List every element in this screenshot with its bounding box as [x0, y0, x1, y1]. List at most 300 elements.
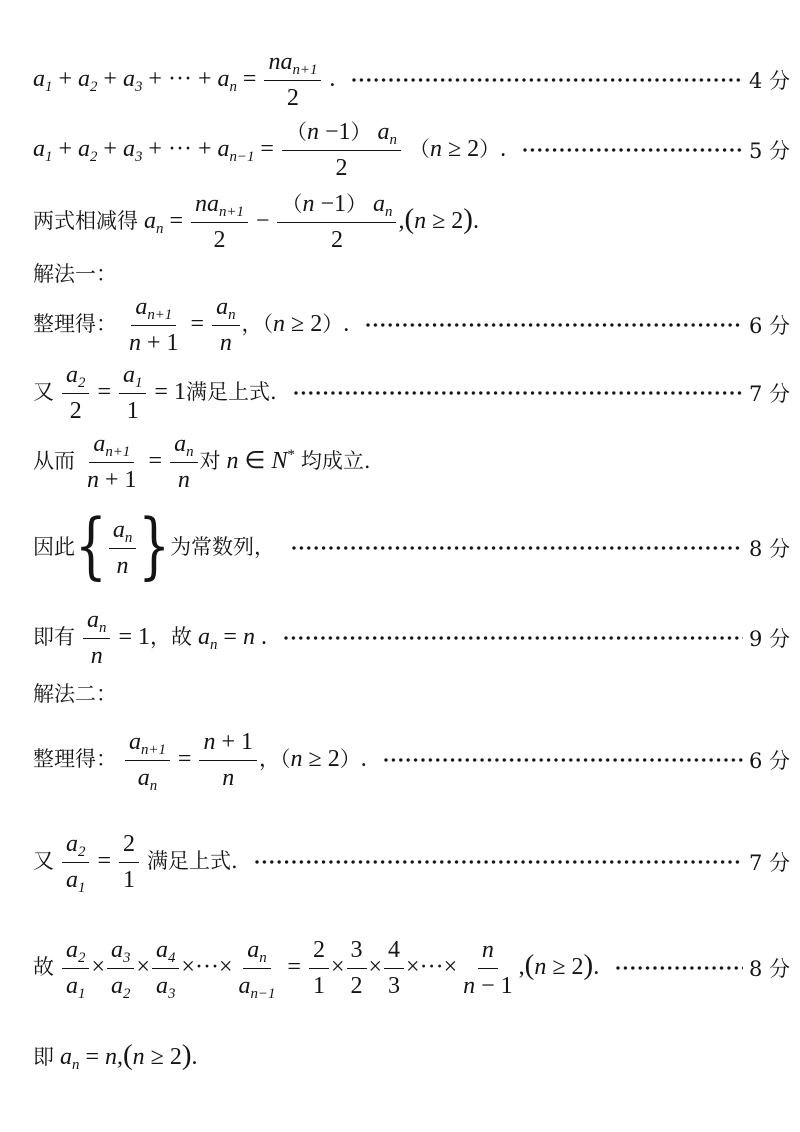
- fraction: [264, 48, 321, 113]
- variable: n: [242, 623, 255, 650]
- period: .: [360, 745, 367, 772]
- denominator: 2: [213, 226, 226, 253]
- equals-sign: =: [154, 378, 168, 405]
- close-paren: ): [463, 202, 473, 235]
- term: [377, 118, 397, 148]
- period: .: [191, 1043, 198, 1070]
- fraction: [83, 430, 141, 495]
- constant: 1: [166, 329, 179, 356]
- times-sign: ×: [443, 953, 458, 980]
- constant: 1: [500, 972, 513, 999]
- bound: 2: [327, 745, 340, 772]
- numerator: [89, 430, 134, 463]
- statement-text: 为常数列，: [170, 534, 276, 559]
- denominator: 2: [335, 154, 348, 181]
- denominator: 2: [286, 84, 299, 111]
- bound: 2: [571, 953, 584, 980]
- equation: [33, 48, 335, 113]
- close-paren: ）: [346, 191, 367, 216]
- ellipsis: ···: [419, 953, 444, 980]
- fraction: [384, 936, 404, 1001]
- period: .: [260, 623, 267, 650]
- comma: ，: [241, 311, 263, 336]
- fraction: [107, 936, 134, 1001]
- term-base: a: [217, 135, 230, 162]
- constant: 1: [124, 466, 137, 493]
- equation: [33, 936, 599, 1001]
- score-label: 5 分: [748, 139, 790, 163]
- den-subscript: n: [149, 777, 158, 794]
- numerator: [264, 48, 321, 81]
- line-label: 因此: [33, 534, 75, 559]
- num-subscript: n+1: [292, 61, 318, 78]
- num-subscript: n: [124, 529, 133, 546]
- num-subscript: n: [259, 949, 267, 966]
- denominator: [459, 969, 517, 1001]
- dot-leader: [293, 390, 743, 396]
- plus-sign: +: [148, 65, 162, 92]
- equation: [33, 118, 506, 183]
- times-sign: ×: [368, 953, 383, 980]
- line-11-rearranged-ratio: [33, 715, 790, 805]
- num-subscript: 3: [122, 949, 131, 966]
- num-base: a: [110, 936, 123, 963]
- close-paren: ): [181, 1038, 192, 1071]
- num-base: a: [87, 606, 99, 633]
- bound: 2: [451, 207, 464, 234]
- section-heading: 解法二：: [33, 682, 117, 706]
- numerator: [282, 118, 401, 151]
- numerator: [243, 936, 270, 969]
- dot-leader: [351, 77, 743, 83]
- connector-text: 对: [199, 448, 221, 473]
- line-label: 即: [33, 1044, 54, 1069]
- numerator: [62, 936, 89, 969]
- term-subscript: 3: [134, 78, 143, 95]
- equals-sign: =: [97, 378, 111, 405]
- line-label: 整理得：: [33, 746, 117, 771]
- plus-sign: +: [58, 135, 72, 162]
- element-of-sign: ∈: [244, 447, 266, 474]
- term-subscript: 2: [89, 78, 98, 95]
- close-paren: ): [583, 948, 594, 981]
- num-base: a: [66, 830, 78, 857]
- fraction: [309, 936, 329, 1001]
- den-subscript: 2: [122, 985, 131, 1002]
- open-paren: （: [280, 746, 291, 771]
- den-subscript: n−1: [250, 985, 276, 1002]
- numerator: 2: [309, 936, 329, 969]
- natural-numbers-set: [271, 448, 294, 474]
- numerator: [125, 728, 170, 761]
- variable: n: [302, 190, 315, 217]
- dot-leader: [283, 635, 743, 641]
- term-subscript: n: [209, 636, 218, 653]
- variable: n: [273, 310, 286, 337]
- equation: [33, 430, 371, 495]
- line-8-constant-sequence: [33, 503, 790, 593]
- num-base: a: [122, 361, 135, 388]
- den-base: a: [238, 972, 251, 999]
- term-base: a: [77, 135, 90, 162]
- close-paren: ）: [479, 136, 501, 161]
- dot-leader: [291, 545, 743, 551]
- numerator: 3: [347, 936, 367, 969]
- open-paren: (: [404, 202, 415, 235]
- comma: ,: [398, 207, 405, 234]
- score-label: 4 分: [748, 69, 790, 93]
- geq-sign: ≥: [291, 310, 305, 337]
- term: [217, 65, 237, 95]
- numerator: [83, 606, 110, 639]
- term: [373, 190, 393, 220]
- term-subscript: 2: [89, 148, 98, 165]
- section-heading: 解法一：: [33, 262, 117, 286]
- minus-sign: −: [255, 207, 270, 234]
- condition: [116, 1038, 192, 1071]
- denominator: 3: [388, 972, 401, 999]
- constant: 1: [338, 118, 351, 145]
- condition: [518, 948, 594, 981]
- comma: ,: [518, 953, 525, 980]
- num-subscript: n: [99, 619, 107, 636]
- ellipsis: ···: [167, 135, 192, 162]
- score-label: 9 分: [748, 627, 790, 651]
- statement-text: 均成立.: [300, 448, 371, 473]
- score-label: 7 分: [748, 851, 790, 875]
- term-subscript: 1: [45, 78, 53, 95]
- equals-sign: =: [260, 135, 274, 162]
- open-paren: （: [281, 191, 303, 216]
- term-base: a: [77, 65, 90, 92]
- open-paren: （: [285, 119, 307, 144]
- dot-leader: [254, 859, 743, 865]
- fraction: [199, 728, 257, 793]
- equals-sign: =: [177, 745, 192, 772]
- period: .: [343, 310, 350, 337]
- geq-sign: ≥: [552, 953, 566, 980]
- plus-sign: +: [147, 329, 161, 356]
- numerator: [107, 936, 134, 969]
- period: .: [500, 135, 507, 162]
- variable: n: [429, 135, 442, 162]
- fraction: [459, 936, 517, 1001]
- score-label: 7 分: [748, 382, 790, 406]
- numerator: [212, 293, 239, 326]
- term: [122, 65, 143, 95]
- variable: n: [463, 972, 476, 999]
- score-label: 8 分: [748, 537, 790, 561]
- equation: [33, 1038, 198, 1073]
- comma: ,: [116, 1043, 123, 1070]
- variable: n: [104, 1043, 117, 1070]
- term-base: a: [377, 118, 390, 145]
- denominator: [83, 463, 141, 495]
- term-base: a: [144, 207, 156, 234]
- close-paren: ）: [339, 746, 361, 771]
- denominator: [107, 969, 134, 1001]
- num-subscript: n+1: [105, 443, 131, 460]
- dot-leader: [522, 147, 743, 153]
- plus-sign: +: [197, 135, 212, 162]
- den-base: a: [155, 972, 168, 999]
- score-label: 6 分: [748, 314, 790, 338]
- equation: [33, 503, 276, 588]
- denominator: n: [219, 329, 232, 356]
- geq-sign: ≥: [308, 745, 322, 772]
- plus-sign: +: [103, 135, 117, 162]
- score-label: 6 分: [748, 749, 790, 773]
- comma: ，: [259, 746, 281, 771]
- numerator: 2: [119, 830, 139, 863]
- num-base: a: [135, 293, 148, 320]
- term-subscript: n: [389, 131, 397, 148]
- term-base: a: [33, 135, 45, 162]
- variable: n: [129, 329, 141, 356]
- times-sign: ×: [91, 953, 105, 980]
- denominator: [134, 761, 161, 793]
- fraction: [62, 936, 89, 1001]
- numerator: [119, 361, 146, 394]
- fraction: [347, 936, 367, 1001]
- equals-sign: =: [118, 623, 132, 650]
- num-base: a: [129, 728, 141, 755]
- numerator: n: [478, 936, 498, 969]
- num-subscript: n+1: [218, 203, 244, 220]
- num-subscript: n+1: [147, 306, 173, 323]
- denominator: [152, 969, 179, 1001]
- bound: 2: [310, 310, 323, 337]
- num-base: a: [93, 430, 106, 457]
- geq-sign: ≥: [447, 135, 462, 162]
- right-brace: }: [138, 503, 171, 588]
- numerator: [277, 190, 396, 223]
- den-subscript: 1: [78, 879, 86, 896]
- den-base: a: [137, 764, 150, 791]
- denominator: 2: [350, 972, 363, 999]
- statement-text: 满足上式.: [146, 848, 238, 873]
- fraction: [119, 830, 139, 895]
- term: [33, 135, 53, 165]
- line-7-holds-for-all: [33, 417, 790, 507]
- value: 1: [173, 378, 186, 405]
- line-label: 即有: [33, 624, 75, 649]
- times-sign: ×: [181, 953, 195, 980]
- minus-sign: −: [324, 118, 339, 145]
- term: [33, 65, 53, 95]
- den-subscript: 1: [78, 985, 86, 1002]
- num-base: a: [155, 936, 168, 963]
- condition: [259, 746, 361, 772]
- denominator: 1: [312, 972, 325, 999]
- numerator: [191, 190, 248, 223]
- term-subscript: n: [72, 1056, 80, 1073]
- equation: [33, 361, 277, 426]
- line-14-final-result: [33, 1010, 790, 1100]
- denominator: 2: [69, 397, 82, 424]
- line-label: 故: [33, 954, 54, 979]
- term-base: a: [197, 623, 210, 650]
- numerator: 4: [384, 936, 404, 969]
- open-paren: (: [524, 948, 535, 981]
- line-label: 整理得：: [33, 311, 117, 336]
- equation: [33, 728, 367, 793]
- condition: [242, 311, 344, 337]
- variable: n: [226, 447, 239, 474]
- open-paren: (: [122, 1038, 133, 1071]
- fraction: [234, 936, 279, 1001]
- num-base: a: [66, 361, 78, 388]
- num-base: na: [268, 48, 293, 75]
- denominator: n: [116, 552, 129, 579]
- open-paren: （: [408, 136, 430, 161]
- line-label: 从而: [33, 448, 75, 473]
- dot-leader: [615, 965, 743, 971]
- dot-leader: [383, 757, 743, 763]
- line-13-telescoping-product: [33, 923, 790, 1013]
- term-base: a: [60, 1043, 72, 1070]
- set-symbol: N: [271, 447, 288, 474]
- constant: 1: [241, 728, 254, 755]
- line-label: 两式相减得: [33, 208, 138, 233]
- den-base: a: [110, 972, 123, 999]
- open-paren: （: [262, 311, 274, 336]
- plus-sign: +: [197, 65, 212, 92]
- num-base: a: [174, 430, 187, 457]
- line-label: 又: [33, 379, 54, 404]
- bound: 2: [467, 135, 480, 162]
- equals-sign: =: [223, 623, 237, 650]
- plus-sign: +: [103, 65, 117, 92]
- variable: n: [87, 466, 99, 493]
- numerator: [170, 430, 197, 463]
- plus-sign: +: [221, 728, 236, 755]
- ellipsis: ···: [194, 953, 219, 980]
- denominator: n: [222, 764, 235, 791]
- fraction: [125, 728, 170, 793]
- equals-sign: =: [169, 207, 183, 234]
- num-base: a: [66, 936, 78, 963]
- variable: n: [290, 745, 303, 772]
- term-subscript: n: [229, 78, 237, 95]
- num-subscript: n: [186, 443, 194, 460]
- times-sign: ×: [330, 953, 345, 980]
- num-subscript: 2: [78, 843, 86, 860]
- term-base: a: [373, 190, 385, 217]
- term-base: a: [33, 65, 45, 92]
- term-subscript: 1: [45, 148, 53, 165]
- close-paren: ）: [322, 311, 344, 336]
- star-superscript: *: [287, 446, 295, 463]
- equals-sign: =: [190, 310, 205, 337]
- variable: n: [534, 953, 547, 980]
- denominator: 1: [122, 866, 135, 893]
- value: 1: [137, 623, 150, 650]
- equals-sign: =: [287, 953, 301, 980]
- left-brace: {: [75, 503, 107, 588]
- term-base: a: [122, 135, 135, 162]
- fraction: [152, 936, 179, 1001]
- den-subscript: 3: [167, 985, 176, 1002]
- den-base: a: [66, 866, 78, 893]
- score-label: 8 分: [748, 957, 790, 981]
- variable: n: [132, 1043, 145, 1070]
- denominator: [62, 969, 89, 1001]
- num-base: a: [112, 516, 125, 543]
- dot-leader: [365, 322, 743, 328]
- num-subscript: n+1: [141, 741, 166, 758]
- denominator: n: [177, 466, 190, 493]
- statement-text: 满足上式.: [185, 379, 277, 404]
- num-subscript: n: [228, 306, 236, 323]
- bound: 2: [169, 1043, 182, 1070]
- numerator: [199, 728, 257, 761]
- plus-sign: +: [58, 65, 72, 92]
- num-subscript: 2: [78, 374, 86, 391]
- term: [77, 65, 98, 95]
- term-base: a: [122, 65, 135, 92]
- equals-sign: =: [242, 65, 257, 92]
- denominator: n: [90, 642, 103, 669]
- term: [197, 623, 218, 653]
- term-subscript: n: [156, 220, 164, 237]
- plus-sign: +: [148, 135, 162, 162]
- den-base: a: [66, 972, 78, 999]
- denominator: [62, 863, 89, 895]
- constant: 1: [334, 190, 346, 217]
- minus-sign: −: [481, 972, 495, 999]
- num-subscript: 4: [167, 949, 176, 966]
- numerator: [62, 830, 89, 863]
- period: .: [593, 953, 600, 980]
- term-base: a: [217, 65, 230, 92]
- variable: n: [414, 207, 427, 234]
- term: [122, 135, 143, 165]
- connector-text: ，故: [149, 624, 192, 649]
- minus-sign: −: [320, 190, 334, 217]
- condition: [409, 136, 500, 162]
- term-subscript: n−1: [229, 148, 255, 165]
- denominator: [234, 969, 279, 1001]
- denominator: 2: [330, 226, 343, 253]
- num-base: a: [247, 936, 260, 963]
- term-subscript: n: [385, 203, 393, 220]
- num-subscript: 1: [134, 374, 143, 391]
- equals-sign: =: [148, 447, 163, 474]
- geq-sign: ≥: [432, 207, 446, 234]
- variable: n: [203, 728, 216, 755]
- equals-sign: =: [85, 1043, 99, 1070]
- fraction: [109, 516, 136, 581]
- term: [77, 135, 98, 165]
- num-subscript: 2: [78, 949, 86, 966]
- numerator: [131, 293, 176, 326]
- equals-sign: =: [97, 847, 111, 874]
- term-subscript: 3: [134, 148, 143, 165]
- line-label: 又: [33, 848, 54, 873]
- fraction: [62, 830, 89, 895]
- line-12-initial-check: [33, 817, 790, 907]
- numerator: [62, 361, 89, 394]
- period: .: [329, 65, 336, 92]
- denominator: 1: [126, 397, 139, 424]
- fraction: [62, 361, 89, 426]
- numerator: [152, 936, 179, 969]
- fraction: [119, 361, 146, 426]
- term: [217, 135, 255, 165]
- close-paren: ）: [350, 119, 372, 144]
- plus-sign: +: [105, 466, 119, 493]
